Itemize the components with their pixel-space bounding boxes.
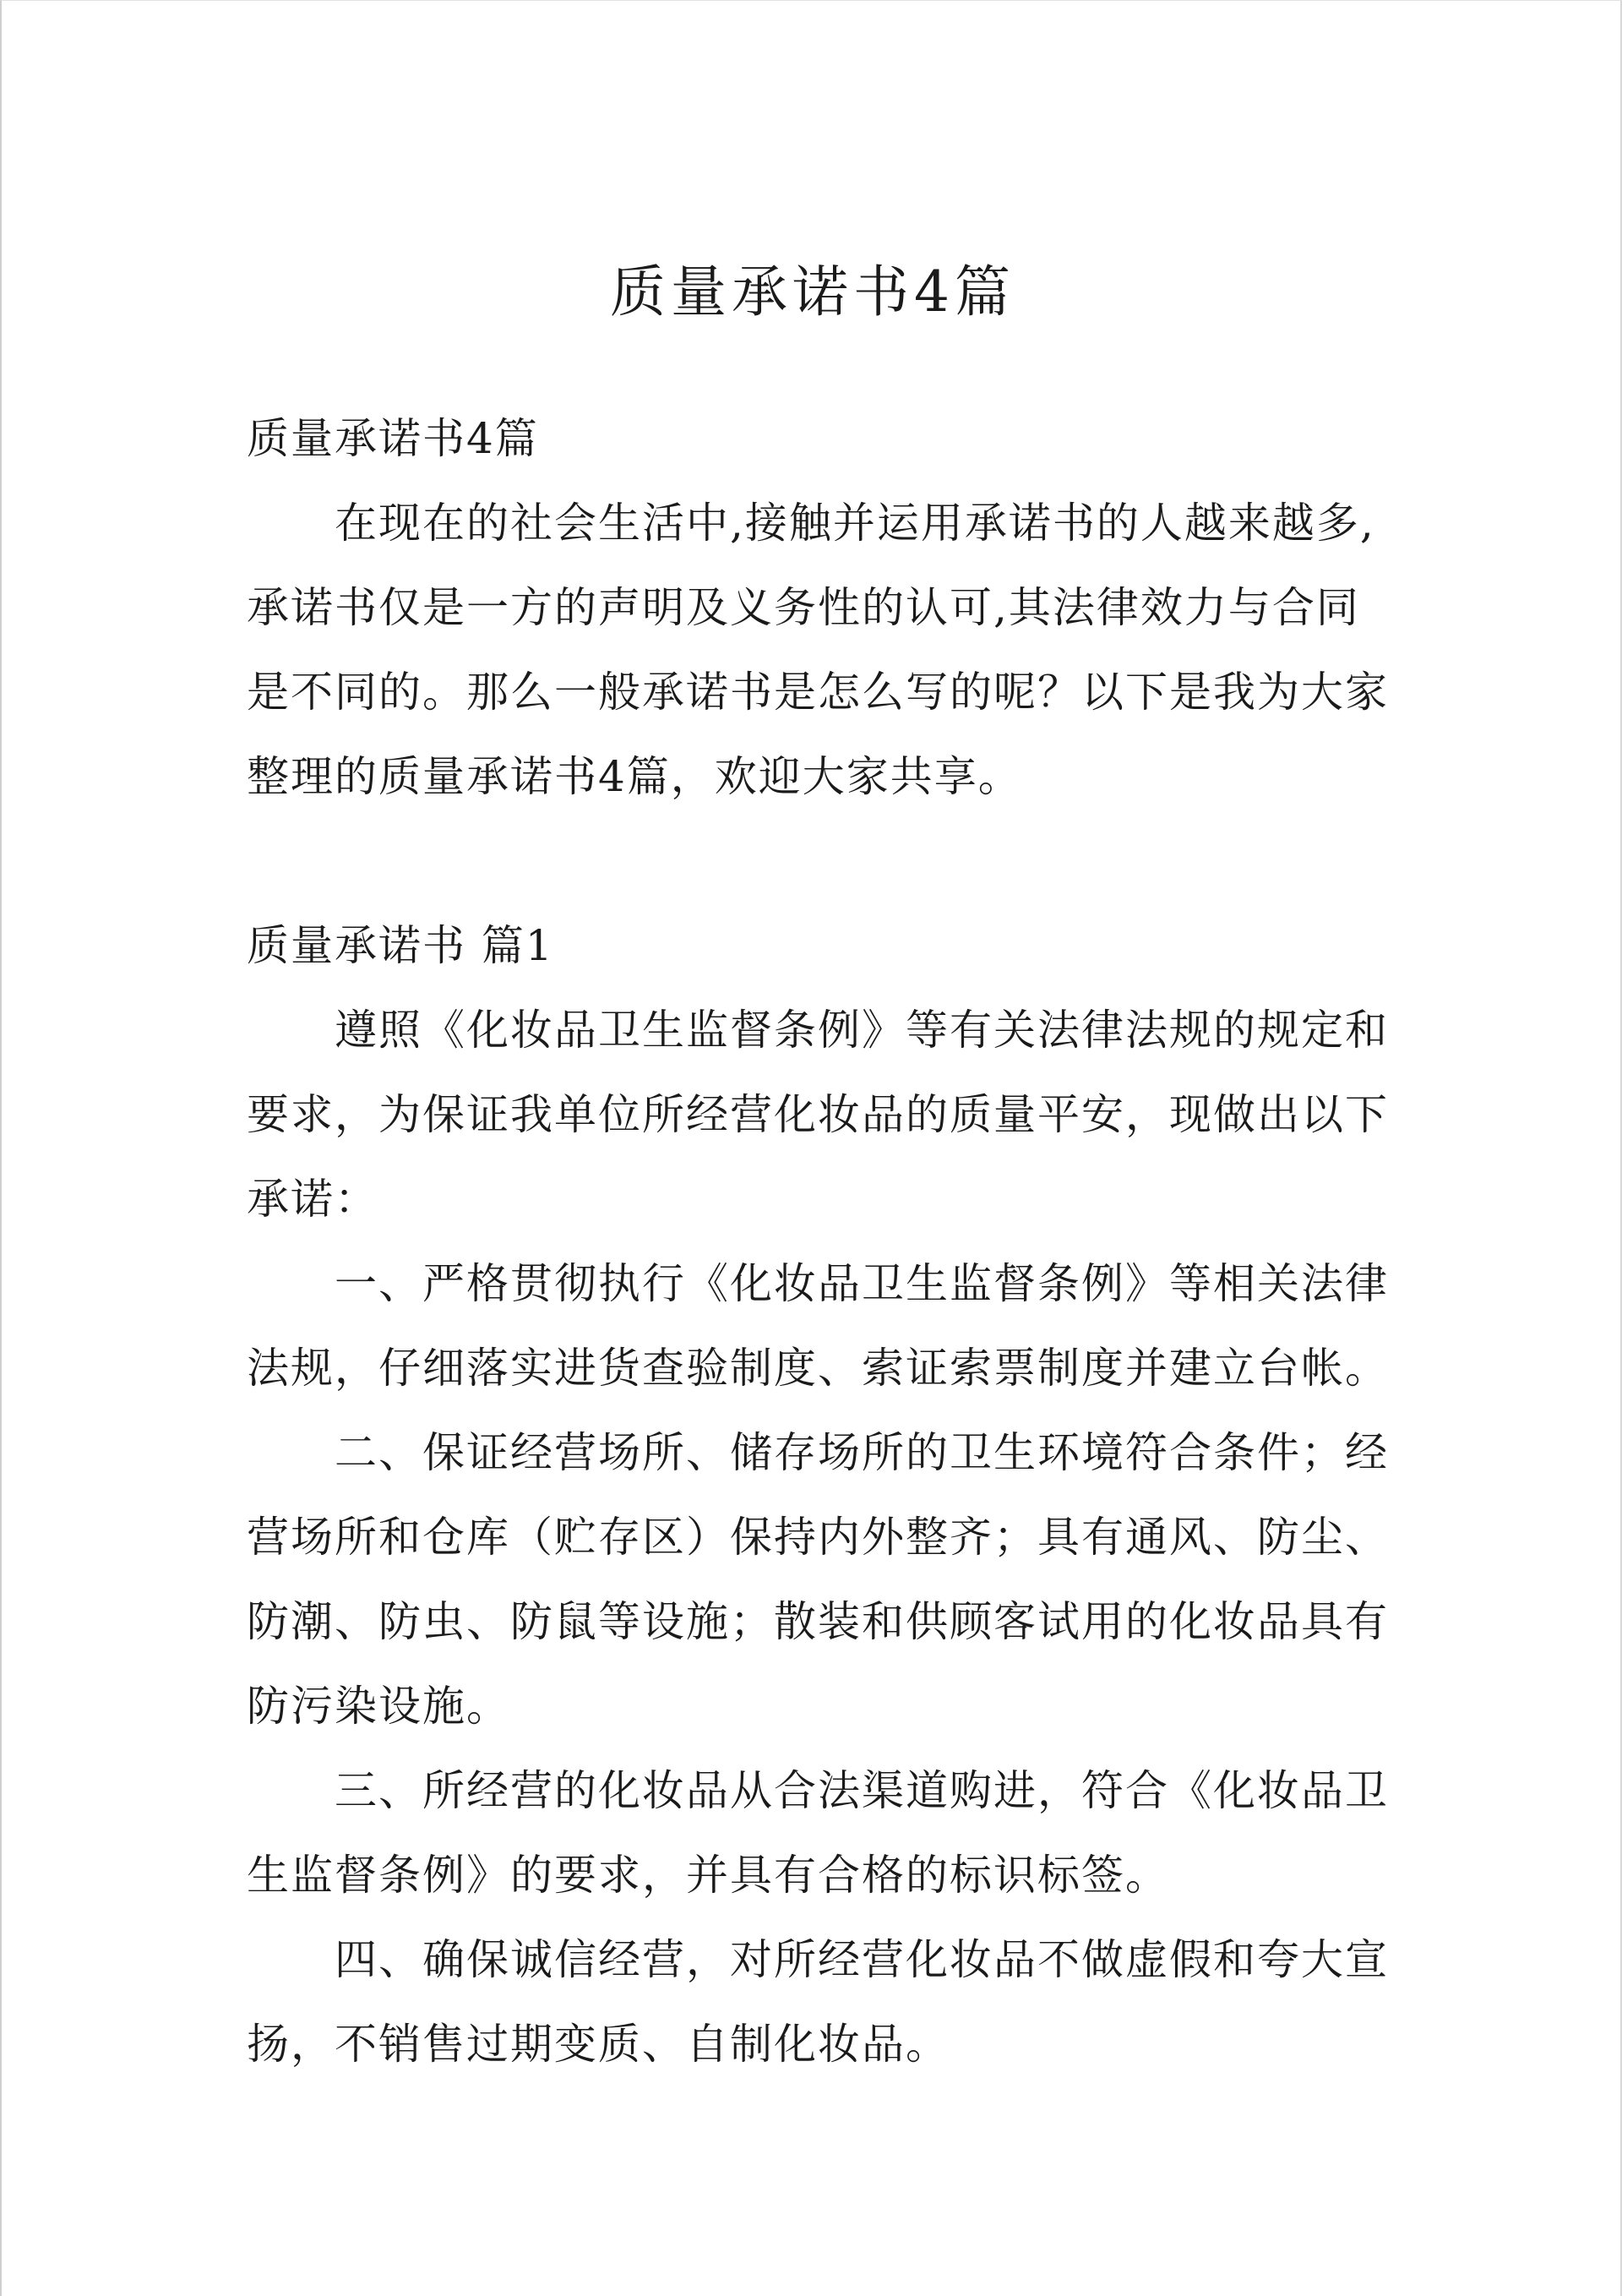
paragraph-line: 遵照《化妆品卫生监督条例》等有关法律法规的规定和 <box>335 1006 1389 1055</box>
commitment-item-1 <box>247 1241 1389 1410</box>
intro-paragraph <box>247 481 1389 819</box>
commitment-item-2 <box>247 1410 1389 1748</box>
blank-line <box>247 819 1379 903</box>
paragraph-line: 承诺： <box>247 1175 378 1224</box>
paragraph-line: 一、严格贯彻执行《化妆品卫生监督条例》等相关法律 <box>335 1259 1389 1308</box>
commitment-item-4 <box>247 1917 1389 2086</box>
document-title: 质量承诺书4篇 <box>610 259 1015 324</box>
paragraph-line: 三、所经营的化妆品从合法渠道购进，符合《化妆品卫 <box>335 1766 1389 1815</box>
paragraph-line: 要求，为保证我单位所经营化妆品的质量平安，现做出以下 <box>247 1090 1389 1139</box>
document-body <box>247 396 1389 2086</box>
preamble-paragraph <box>247 988 1389 1241</box>
intro-line: 在现在的社会生活中,接触并运用承诺书的人越来越多, <box>335 499 1375 548</box>
section-heading: 质量承诺书 篇1 <box>247 921 554 970</box>
intro-line: 是不同的。那么一般承诺书是怎么写的呢？以下是我为大家 <box>247 668 1389 717</box>
paragraph-line: 四、确保诚信经营，对所经营化妆品不做虚假和夸大宣 <box>335 1935 1389 1984</box>
paragraph-line: 法规，仔细落实进货查验制度、索证索票制度并建立台帐。 <box>247 1344 1389 1393</box>
document-subtitle: 质量承诺书4篇 <box>247 414 539 463</box>
paragraph-line: 扬，不销售过期变质、自制化妆品。 <box>247 2020 950 2069</box>
intro-line: 承诺书仅是一方的声明及义务性的认可,其法律效力与合同 <box>247 583 1360 632</box>
paragraph-line: 二、保证经营场所、储存场所的卫生环境符合条件；经 <box>335 1428 1389 1477</box>
paragraph-line: 防污染设施。 <box>247 1682 510 1731</box>
paragraph-line: 防潮、防虫、防鼠等设施；散装和供顾客试用的化妆品具有 <box>247 1597 1389 1646</box>
commitment-item-3 <box>247 1748 1389 1917</box>
intro-line: 整理的质量承诺书4篇，欢迎大家共享。 <box>247 752 1022 801</box>
paragraph-line: 营场所和仓库（贮存区）保持内外整齐；具有通风、防尘、 <box>247 1513 1389 1562</box>
paragraph-line: 生监督条例》的要求，并具有合格的标识标签。 <box>247 1851 1169 1900</box>
